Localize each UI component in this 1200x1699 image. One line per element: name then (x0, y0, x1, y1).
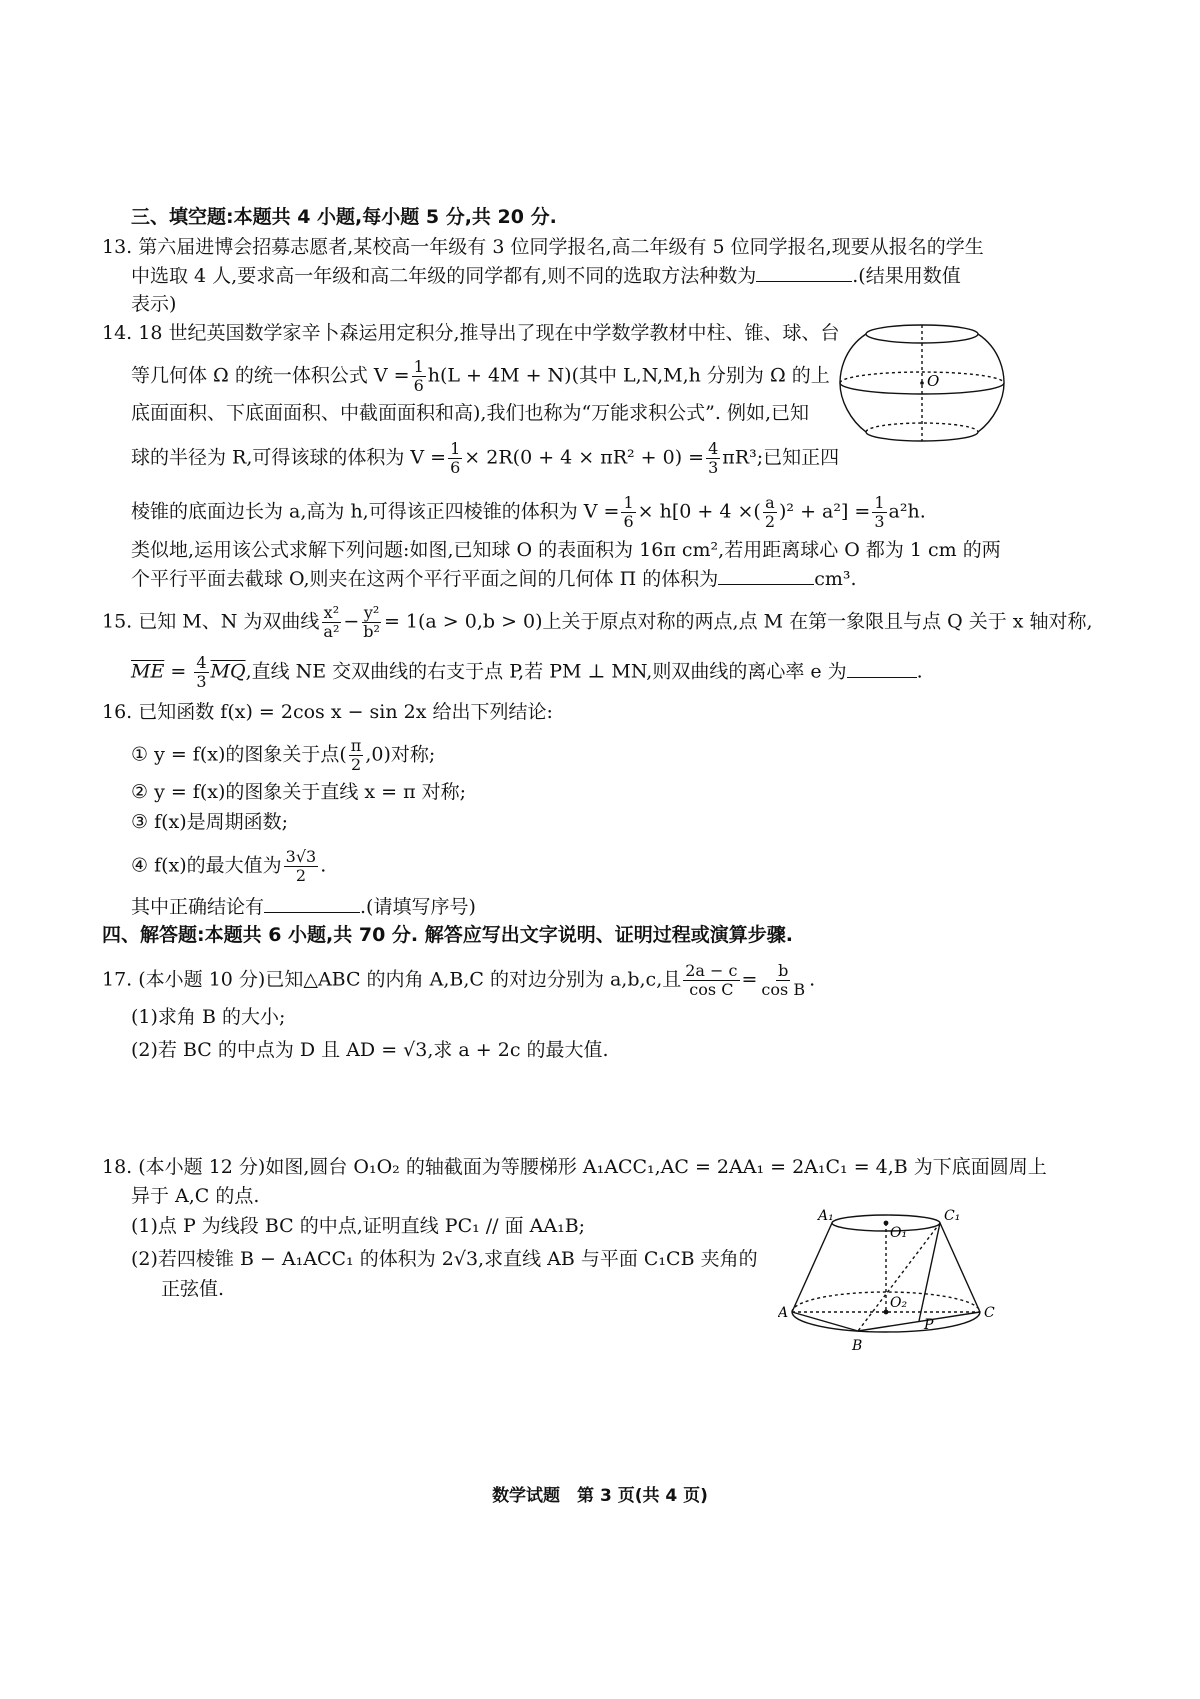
q16-conclusion-1: ① y = f(x)的图象关于点( $\frac{\pi}{2}$ ,0)对称; (131, 736, 436, 774)
q16-conclusion-3: ③ f(x)是周期函数; (131, 811, 289, 833)
fraction: $\frac{\text{y²}}{\text{b²}}$ (363, 603, 380, 641)
q14-line-5: 棱锥的底面边长为 a,高为 h,可得该正四棱锥的体积为 V = $\frac{1}{6}$ × h[0 + 4 ×( $\frac{a}{2}$ )² + a²] = $\frac{1}{3}$ a²h. (131, 493, 926, 531)
frustum-figure (778, 1205, 1014, 1363)
q15-line-1: 15. 已知 M、N 为双曲线 $\frac{\text{x²}}{\text{a²}}$ − $\frac{\text{y²}}{\text{b²}}$ = 1(a > 0,b > 0)上关于原点对称的两点,点 M 在第一象限且与点 Q 关于 x 轴对称, (102, 603, 1093, 641)
q14-line-3: 底面面积、下底面面积、中截面面积和高),我们也称为“万能求积公式”. 例如,已知 (131, 402, 809, 424)
q14-line-4: 球的半径为 R,可得该球的体积为 V = $\frac{1}{6}$ × 2R(0 + 4 × πR² + 0) = $\frac{4}{3}$ πR³;已知正四 (131, 439, 840, 477)
answer-blank (847, 659, 917, 678)
sphere-left-arc (840, 334, 866, 432)
fraction: $\frac{2a - c}{\text{cos C}}$ (685, 961, 738, 999)
section-heading-fill-in: 三、填空题:本题共 4 小题,每小题 5 分,共 20 分. (131, 206, 557, 228)
q14-line-6: 类似地,运用该公式求解下列问题:如图,已知球 O 的表面积为 16π cm²,若用距离球心 O 都为 1 cm 的两 (131, 539, 1001, 561)
section-heading-solutions: 四、解答题:本题共 6 小题,共 70 分. 解答应写出文字说明、证明过程或演算步骤. (102, 924, 793, 946)
q13-line-3: 表示) (131, 293, 177, 315)
q17-part-2: (2)若 BC 的中点为 D 且 AD = √3,求 a + 2c 的最大值. (131, 1039, 609, 1061)
q18-part-2-cont: 正弦值. (161, 1278, 225, 1300)
label-c: C (984, 1305, 995, 1321)
q16-line-1: 16. 已知函数 f(x) = 2cos x − sin 2x 给出下列结论: (102, 701, 553, 723)
label-p: P (924, 1317, 934, 1333)
fraction: $\frac{1}{6}$ (623, 493, 634, 531)
label-o2: O₂ (890, 1295, 908, 1311)
center-point (920, 381, 924, 385)
label-a: A (778, 1305, 789, 1321)
edge-a1-a (792, 1223, 832, 1312)
sphere-right-arc (978, 334, 1004, 432)
fraction: $\frac{b}{\text{cos B}}$ (761, 961, 806, 999)
fraction: $\frac{1}{3}$ (874, 493, 885, 531)
segment-b-c (858, 1312, 980, 1331)
q18-part-2: (2)若四棱锥 B − A₁ACC₁ 的体积为 2√3,求直线 AB 与平面 C₁CB 夹角的 (131, 1248, 758, 1270)
fraction: $\frac{3√3}{2}$ (285, 847, 317, 885)
q17-line-1: 17. (本小题 10 分)已知△ABC 的内角 A,B,C 的对边分别为 a,b,c,且 $\frac{2a - c}{\text{cos C}}$ = $\frac{b}{\text{cos B}}$ . (102, 961, 816, 999)
q16-line-6: 其中正确结论有 .(请填写序号) (131, 896, 476, 918)
fraction: $\frac{4}{3}$ (708, 439, 719, 477)
fraction: $\frac{\text{x²}}{\text{a²}}$ (323, 603, 340, 641)
fraction: $\frac{1}{6}$ (450, 439, 461, 477)
q18-line-1: 18. (本小题 12 分)如图,圆台 O₁O₂ 的轴截面为等腰梯形 A₁ACC₁,AC = 2AA₁ = 2A₁C₁ = 4,B 为下底面圆周上 (102, 1156, 1047, 1178)
fraction: $\frac{1}{6}$ (413, 357, 424, 395)
q13-line-1: 13. 第六届进博会招募志愿者,某校高一年级有 3 位同学报名,高二年级有 5 位同学报名,现要从报名的学生 (102, 236, 984, 258)
answer-blank (756, 263, 852, 282)
label-c1: C₁ (944, 1208, 961, 1224)
label-o: O (927, 372, 940, 390)
bottom-base-front (792, 1312, 980, 1332)
q14-line-1: 14. 18 世纪英国数学家辛卜森运用定积分,推导出了现在中学数学教材中柱、锥、球、台 (102, 322, 840, 344)
edge-c1-c (940, 1223, 980, 1312)
q16-conclusion-2: ② y = f(x)的图象关于直线 x = π 对称; (131, 781, 467, 803)
q13-line-2: 中选取 4 人,要求高一年级和高二年级的同学都有,则不同的选取方法种数为 .(结果用数值 (131, 265, 961, 287)
truncated-sphere-figure (832, 320, 1012, 446)
q14-line-2: 等几何体 Ω 的统一体积公式 V = $\frac{1}{6}$ h(L + 4M + N)(其中 L,N,M,h 分别为 Ω 的上 (131, 357, 830, 395)
label-b: B (852, 1338, 863, 1354)
point-o1 (884, 1221, 889, 1226)
q16-conclusion-4: ④ f(x)的最大值为 $\frac{3√3}{2}$ . (131, 847, 327, 885)
q18-line-2: 异于 A,C 的点. (131, 1185, 260, 1207)
fraction: $\frac{4}{3}$ (196, 653, 207, 691)
label-o1: O₁ (890, 1225, 908, 1241)
q14-line-7: 个平行平面去截球 O,则夹在这两个平行平面之间的几何体 Π 的体积为 cm³. (131, 568, 857, 590)
q18-part-1: (1)点 P 为线段 BC 的中点,证明直线 PC₁ // 面 AA₁B; (131, 1215, 586, 1237)
answer-blank (264, 894, 360, 913)
q15-line-2: $\overline{ME}$ = $\frac{4}{3}$ $\overline{MQ}$,直线 NE 交双曲线的右支于点 P,若 PM ⊥ MN,则双曲线的离心率 e 为 . (131, 653, 923, 691)
page-footer: 数学试题 第 3 页(共 4 页) (492, 1486, 708, 1506)
label-a1: A₁ (818, 1208, 834, 1224)
point-o2 (884, 1310, 889, 1315)
q17-part-1: (1)求角 B 的大小; (131, 1006, 286, 1028)
fraction: $\frac{\pi}{2}$ (350, 736, 362, 774)
answer-blank (718, 566, 814, 585)
fraction: $\frac{a}{2}$ (764, 493, 775, 531)
